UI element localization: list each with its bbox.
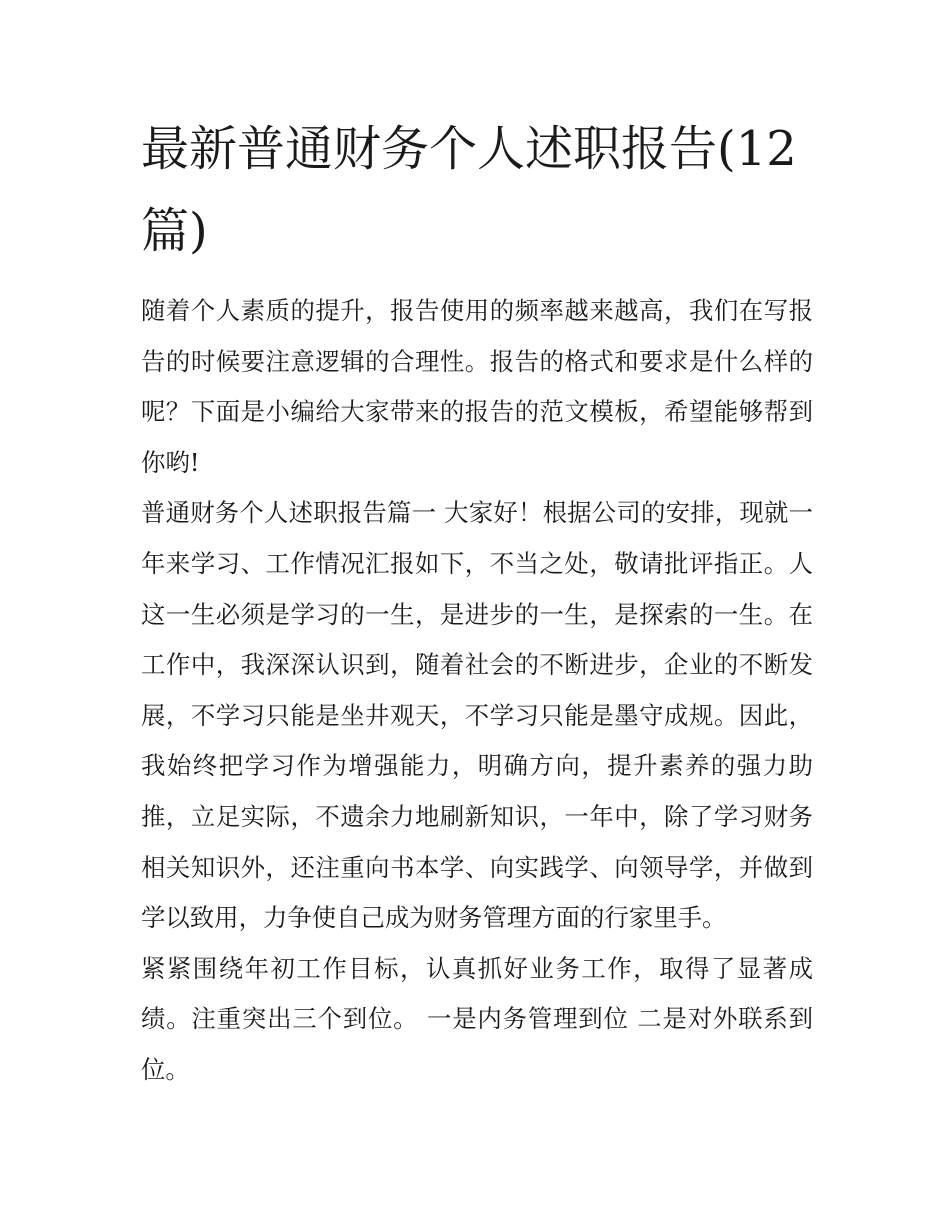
intro-paragraph: 随着个人素质的提升，报告使用的频率越来越高，我们在写报告的时候要注意逻辑的合理性。报告的格式和要求是什么样的呢？下面是小编给大家带来的报告的范文模板，希望能够帮到你哟! (141, 296, 813, 477)
document-title: 最新普通财务个人述职报告(12篇) (141, 121, 797, 259)
work-goals-paragraph: 紧紧围绕年初工作目标，认真抓好业务工作，取得了显著成绩。注重突出三个到位。 一是内务管理到位 二是对外联系到位。 (141, 953, 813, 1084)
document-body (141, 108, 813, 1096)
section-one-paragraph: 普通财务个人述职报告篇一 大家好！根据公司的安排，现就一年来学习、工作情况汇报如下，不当之处，敬请批评指正。人这一生必须是学习的一生，是进步的一生，是探索的一生。在工作中，我深深认识到，随着社会的不断进步，企业的不断发展，不学习只能是坐井观天，不学习只能是墨守成规。因此，我始终把学习作为增强能力，明确方向，提升素养的强力助推，立足实际，不遗余力地刷新知识，一年中，除了学习财务相关知识外，还注重向书本学、向实践学、向领导学，并做到学以致用，力争使自己成为财务管理方面的行家里手。 (141, 498, 813, 933)
